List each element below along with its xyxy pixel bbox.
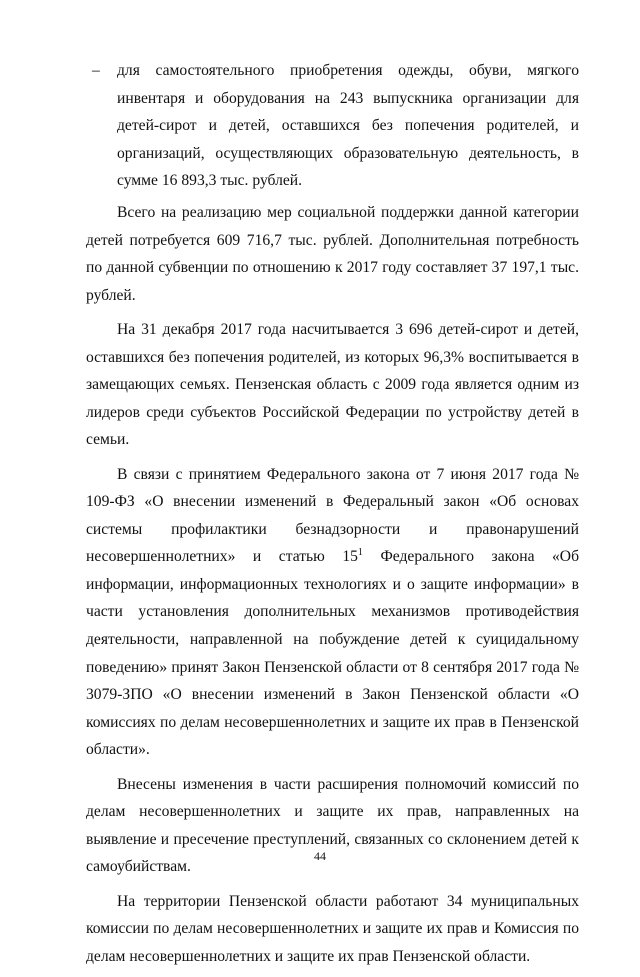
paragraph-federal-law-part-1: В связи с принятием Федерального закона от 7 июня 2017 года № 109-ФЗ «О внесении изменений в Федеральный закон «Об основах системы профилактики безнадзорности и правонарушений несовершеннолетних» и статью 15 (86, 465, 579, 566)
paragraph-commission-powers: Внесены изменения в части расширения полномочий комиссий по делам несовершеннолетних и защите их прав, направленных на выявление и пресечение преступлений, связанных со склонением детей к самоубийствам. (86, 775, 579, 876)
paragraph-federal-law-part-2: Федерального закона «Об информации, информационных технологиях и о защите информации» в части установления дополнительных механизмов противодействия деятельности, направленной на побуждение детей к суицидальному поведению» принят Закон Пензенской области от 8 сентября 2017 года № 3079-ЗПО «О внесении изменений в Закон Пензенской области «О комиссиях по делам несовершеннолетних и защите их прав в Пензенской области». (86, 548, 580, 759)
paragraph-municipal-commissions: На территории Пензенской области работают 34 муниципальных комиссии по делам несовершеннолетних и защите их прав и Комиссия по делам несовершеннолетних и защите их прав Пензенской области. (86, 892, 579, 965)
bullet-text: для самостоятельного приобретения одежды, обуви, мягкого инвентаря и оборудования на 243 выпускника организации для детей-сирот и детей, оставшихся без попечения родителей, и организаций, осуществляющих образовательную деятельность, в сумме 16 893,3 тыс. рублей. (117, 62, 579, 190)
article-superscript: 1 (357, 547, 363, 559)
paragraph-federal-law (86, 461, 579, 765)
bullet-item (86, 57, 579, 195)
paragraph-total-funding: Всего на реализацию мер социальной поддержки данной категории детей потребуется 609 716,7 тыс. рублей. Дополнительная потребность по данной субвенции по отношению к 2017 году составляет 37 197,1 тыс. рублей. (86, 203, 579, 304)
paragraph-orphan-statistics: На 31 декабря 2017 года насчитывается 3 696 детей-сирот и детей, оставшихся без попечения родителей, из которых 96,3% воспитывается в замещающих семьях. Пензенская область с 2009 года является одним из лидеров среди субъектов Российской Федерации по устройству детей в семьи. (86, 320, 579, 449)
document-body (86, 57, 579, 977)
bullet-dash: – (92, 62, 100, 79)
page-number: 44 (314, 849, 326, 863)
